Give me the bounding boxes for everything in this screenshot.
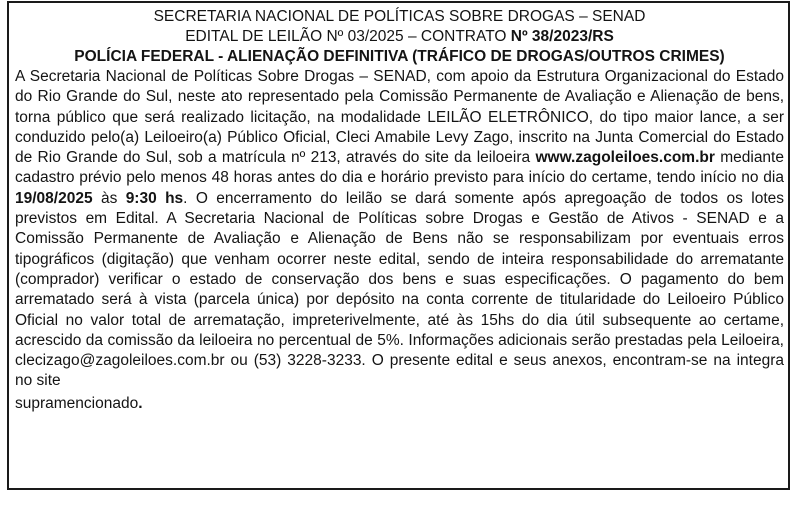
- closing-period: .: [138, 394, 143, 412]
- notice-content: [15, 7, 784, 429]
- edital-number: EDITAL DE LEILÃO Nº 03/2025 – CONTRATO: [185, 28, 511, 45]
- body-part-4: . O encerramento do leilão se dará somente após apregoação de todos os lotes previstos em Edital. A Secretaria Nacional de Políticas sobre Drogas e Gestão de Ativos - SENAD e a Comissão Permanente de Avaliação e Alienação de Bens não se responsabilizam por eventuais erros tipográficos (digitação) que venham ocorrer neste edital, sendo de inteira responsabilidade do arrematante (comprador) verificar o estado de conservação dos bens e suas especificações. O pagamento do bem arrematado será à vista (parcela única) por depósito na conta corrente de titularidade do Leiloeiro Público Oficial no valor total de arrematação, impreterivelmente, até às 15hs do dia útil subsequente ao certame, acrescido da comissão da leiloeira no percentual de 5%. Informações adicionais serão prestadas pela Leiloeira, clecizago@zagoleiloes.com.br ou (53) 3228-3233. O presente edital e seus anexos, encontram-se na integra no site: [15, 189, 784, 390]
- contract-number: Nº 38/2023/RS: [510, 28, 614, 45]
- edital-heading: [15, 27, 784, 47]
- body-part-1: A Secretaria Nacional de Políticas Sobre Drogas – SENAD, com apoio da Estrutura Organizacional do Estado do Rio Grande do Sul, neste ato representado pela Comissão Permanente de Avaliação e Alienação de bens, torna público que será realizado licitação, na modalidade LEILÃO ELETRÔNICO, do tipo maior lance, a ser conduzido pelo(a) Leiloeiro(a) Público Oficial, Cleci Amabile Levy Zago, inscrito na Junta Comercial do Estado de Rio Grande do Sul, sob a matrícula nº 213, através do site da leiloeira: [15, 68, 784, 167]
- notice-body: [15, 67, 784, 392]
- start-date: 19/08/2025: [15, 189, 93, 207]
- agency-heading: SECRETARIA NACIONAL DE POLÍTICAS SOBRE DROGAS – SENAD: [153, 8, 646, 25]
- website-link: www.zagoleiloes.com.br: [535, 149, 715, 167]
- notice-title: POLÍCIA FEDERAL - ALIENAÇÃO DEFINITIVA (TRÁFICO DE DROGAS/OUTROS CRIMES): [74, 48, 725, 65]
- notice-frame: [7, 1, 790, 490]
- notice-closing: [15, 394, 784, 414]
- closing-word: supramencionado: [15, 394, 139, 412]
- body-part-2: mediante cadastro prévio pelo menos 48 horas antes do dia e horário previsto para início do certame, tendo início no dia: [15, 149, 784, 187]
- start-time: 9:30 hs: [125, 189, 184, 207]
- body-part-3: às: [92, 189, 126, 207]
